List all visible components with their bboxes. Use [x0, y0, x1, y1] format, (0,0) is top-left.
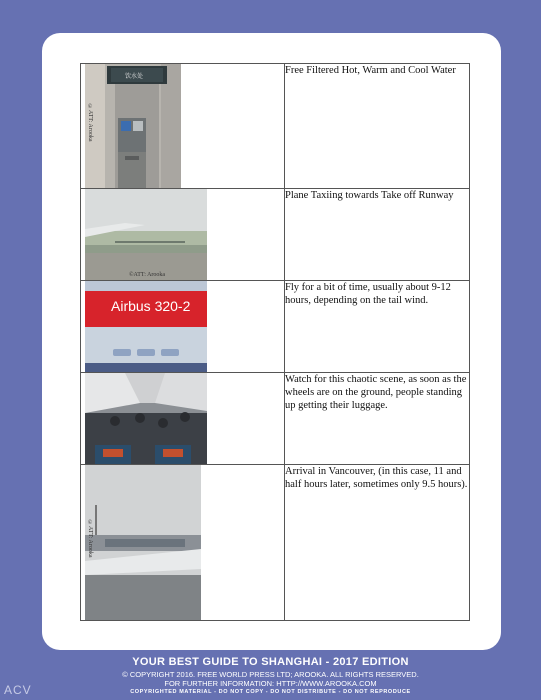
footer-legal: COPYRIGHTED MATERIAL - DO NOT COPY - DO NOT DISTRIBUTE - DO NOT REPRODUCE — [130, 689, 411, 695]
description-cell: Arrival in Vancouver, (in this case, 11 and half hours later, sometimes only 9.5 hours). — [285, 465, 470, 621]
description-cell: Free Filtered Hot, Warm and Cool Water — [285, 64, 470, 189]
photo-cell — [81, 189, 285, 281]
runway-photo — [85, 189, 207, 280]
photo-credit: ©ATT: Arooka — [87, 104, 93, 142]
table-row — [81, 373, 470, 465]
table-row — [81, 465, 470, 621]
table-row — [81, 64, 470, 189]
table-row — [81, 281, 470, 373]
airbus-placard-photo — [85, 281, 207, 372]
photo-sign-text: 饮水处 — [125, 74, 144, 80]
photo-credit: ©ATT: Arooka — [87, 520, 93, 558]
arrival-photo — [85, 465, 201, 620]
photo-cell — [81, 465, 285, 621]
cabin-photo — [85, 373, 207, 464]
photo-credit: ©ATT: Arooka — [129, 272, 166, 278]
description-cell: Watch for this chaotic scene, as soon as the wheels are on the ground, people standing up getting their luggage. — [285, 373, 470, 465]
table-row — [81, 189, 470, 281]
publisher-logo: ACV — [4, 683, 32, 697]
description-cell: Plane Taxiing towards Take off Runway — [285, 189, 470, 281]
placard-text: Airbus 320-2 — [111, 298, 191, 314]
photo-cell — [81, 373, 285, 465]
water-dispenser-photo — [85, 64, 181, 188]
photo-cell — [81, 64, 285, 189]
footer-copyright: © COPYRIGHT 2016. FREE WORLD PRESS LTD; AROOKA. ALL RIGHTS RESERVED. — [122, 670, 419, 679]
description-cell: Fly for a bit of time, usually about 9-12 hours, depending on the tail wind. — [285, 281, 470, 373]
footer-title: YOUR BEST GUIDE TO SHANGHAI - 2017 EDITION — [132, 656, 409, 668]
photo-cell — [81, 281, 285, 373]
photo-table — [80, 63, 470, 621]
footer-info: FOR FURTHER INFORMATION: HTTP://WWW.AROOKA.COM — [164, 679, 377, 688]
